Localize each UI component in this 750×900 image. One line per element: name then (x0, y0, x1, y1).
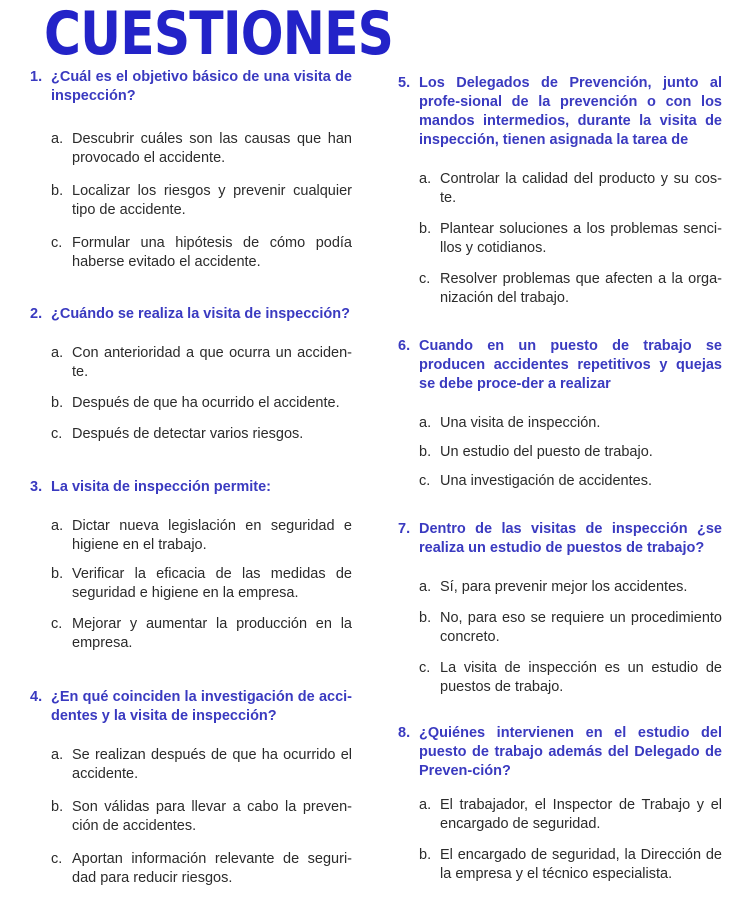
option-text: No, para eso se requiere un procedimiento concreto. (440, 610, 722, 645)
option-a (419, 414, 722, 433)
option-letter: b. (419, 444, 432, 460)
option-letter: b. (51, 566, 64, 582)
option-b (51, 798, 352, 836)
option-letter: b. (51, 799, 64, 815)
option-letter: c. (419, 271, 431, 287)
question-text: ¿Cuál es el objetivo básico de una visita de inspección? (51, 69, 352, 104)
option-b (419, 846, 722, 884)
option-text: Resolver problemas que afecten a la orga-nización del trabajo. (440, 271, 722, 306)
option-a (51, 746, 352, 784)
question-number: 3. (30, 479, 43, 495)
question-4 (30, 688, 352, 888)
option-letter: a. (419, 579, 432, 595)
option-letter: b. (419, 610, 432, 626)
option-a (51, 130, 352, 168)
question-1 (30, 68, 352, 272)
option-letter: c. (51, 426, 63, 442)
option-c (51, 234, 352, 272)
question-6 (398, 337, 722, 491)
option-letter: c. (419, 660, 431, 676)
option-letter: c. (419, 473, 431, 489)
question-number: 4. (30, 689, 43, 705)
option-b (51, 182, 352, 220)
option-b (419, 609, 722, 647)
question-text: La visita de inspección permite: (51, 479, 271, 495)
option-b (419, 220, 722, 258)
option-text: Formular una hipótesis de cómo podía haberse evitado el accidente. (72, 235, 352, 270)
question-text: ¿Quiénes intervienen en el estudio del puesto de trabajo además del Delegado de Preven-ción? (419, 725, 722, 779)
question-number: 6. (398, 338, 411, 354)
option-a (419, 578, 722, 597)
option-b (51, 565, 352, 603)
option-letter: b. (51, 395, 64, 411)
option-letter: b. (51, 183, 64, 199)
option-a (419, 796, 722, 834)
question-number: 8. (398, 725, 411, 741)
question-7 (398, 520, 722, 697)
question-5 (398, 74, 722, 308)
option-c (419, 472, 722, 491)
option-a (419, 170, 722, 208)
option-letter: c. (51, 235, 63, 251)
option-text: Después de detectar varios riesgos. (72, 426, 304, 442)
option-text: Una visita de inspección. (440, 415, 601, 431)
option-text: El encargado de seguridad, la Dirección de la empresa y el técnico especialista. (440, 847, 722, 882)
question-text: Los Delegados de Prevención, junto al profe-sional de la prevención o con los mandos intermedios, durante la visita de inspección, tienen asignada la tarea de (419, 75, 722, 148)
option-letter: a. (419, 415, 432, 431)
option-text: Verificar la eficacia de las medidas de seguridad e higiene en la empresa. (72, 566, 352, 601)
question-text: Cuando en un puesto de trabajo se producen accidentes repetitivos y quejas se debe proce-der a realizar (419, 338, 722, 392)
option-text: Se realizan después de que ha ocurrido el accidente. (72, 747, 352, 782)
option-letter: b. (419, 221, 432, 237)
question-number: 5. (398, 75, 411, 91)
option-text: Descubrir cuáles son las causas que han provocado el accidente. (72, 131, 352, 166)
question-number: 1. (30, 69, 43, 85)
option-letter: a. (51, 345, 64, 361)
option-letter: b. (419, 847, 432, 863)
page-title: CUESTIONES (44, 0, 394, 69)
question-number: 7. (398, 521, 411, 537)
option-text: Una investigación de accidentes. (440, 473, 652, 489)
question-text: Dentro de las visitas de inspección ¿se realiza un estudio de puestos de trabajo? (419, 521, 722, 556)
option-b (419, 443, 722, 462)
option-text: Plantear soluciones a los problemas senci-llos y cotidianos. (440, 221, 722, 256)
option-text: La visita de inspección es un estudio de puestos de trabajo. (440, 660, 722, 695)
option-letter: c. (51, 851, 63, 867)
option-c (51, 850, 352, 888)
option-text: Controlar la calidad del producto y su cos-te. (440, 171, 722, 206)
option-letter: a. (419, 797, 432, 813)
option-c (419, 270, 722, 308)
option-text: Con anterioridad a que ocurra un acciden-te. (72, 345, 352, 380)
option-b (51, 394, 352, 413)
option-c (51, 425, 352, 444)
question-8 (398, 724, 722, 884)
option-c (419, 659, 722, 697)
question-text: ¿Cuándo se realiza la visita de inspección? (51, 306, 350, 322)
option-a (51, 517, 352, 555)
option-text: El trabajador, el Inspector de Trabajo y el encargado de seguridad. (440, 797, 722, 832)
option-letter: c. (51, 616, 63, 632)
option-letter: a. (51, 747, 64, 763)
option-text: Después de que ha ocurrido el accidente. (72, 395, 340, 411)
question-text: ¿En qué coinciden la investigación de acci-dentes y la visita de inspección? (51, 689, 352, 724)
question-2 (30, 305, 352, 444)
option-letter: a. (51, 518, 64, 534)
option-text: Un estudio del puesto de trabajo. (440, 444, 653, 460)
question-3 (30, 478, 352, 653)
option-a (51, 344, 352, 382)
option-text: Dictar nueva legislación en seguridad e higiene en el trabajo. (72, 518, 352, 553)
option-text: Mejorar y aumentar la producción en la empresa. (72, 616, 352, 651)
option-letter: a. (51, 131, 64, 147)
option-text: Localizar los riesgos y prevenir cualquier tipo de accidente. (72, 183, 352, 218)
option-text: Aportan información relevante de seguri-dad para reducir riesgos. (72, 851, 352, 886)
question-number: 2. (30, 306, 43, 322)
option-text: Sí, para prevenir mejor los accidentes. (440, 579, 688, 595)
option-letter: a. (419, 171, 432, 187)
option-text: Son válidas para llevar a cabo la preven-ción de accidentes. (72, 799, 352, 834)
option-c (51, 615, 352, 653)
